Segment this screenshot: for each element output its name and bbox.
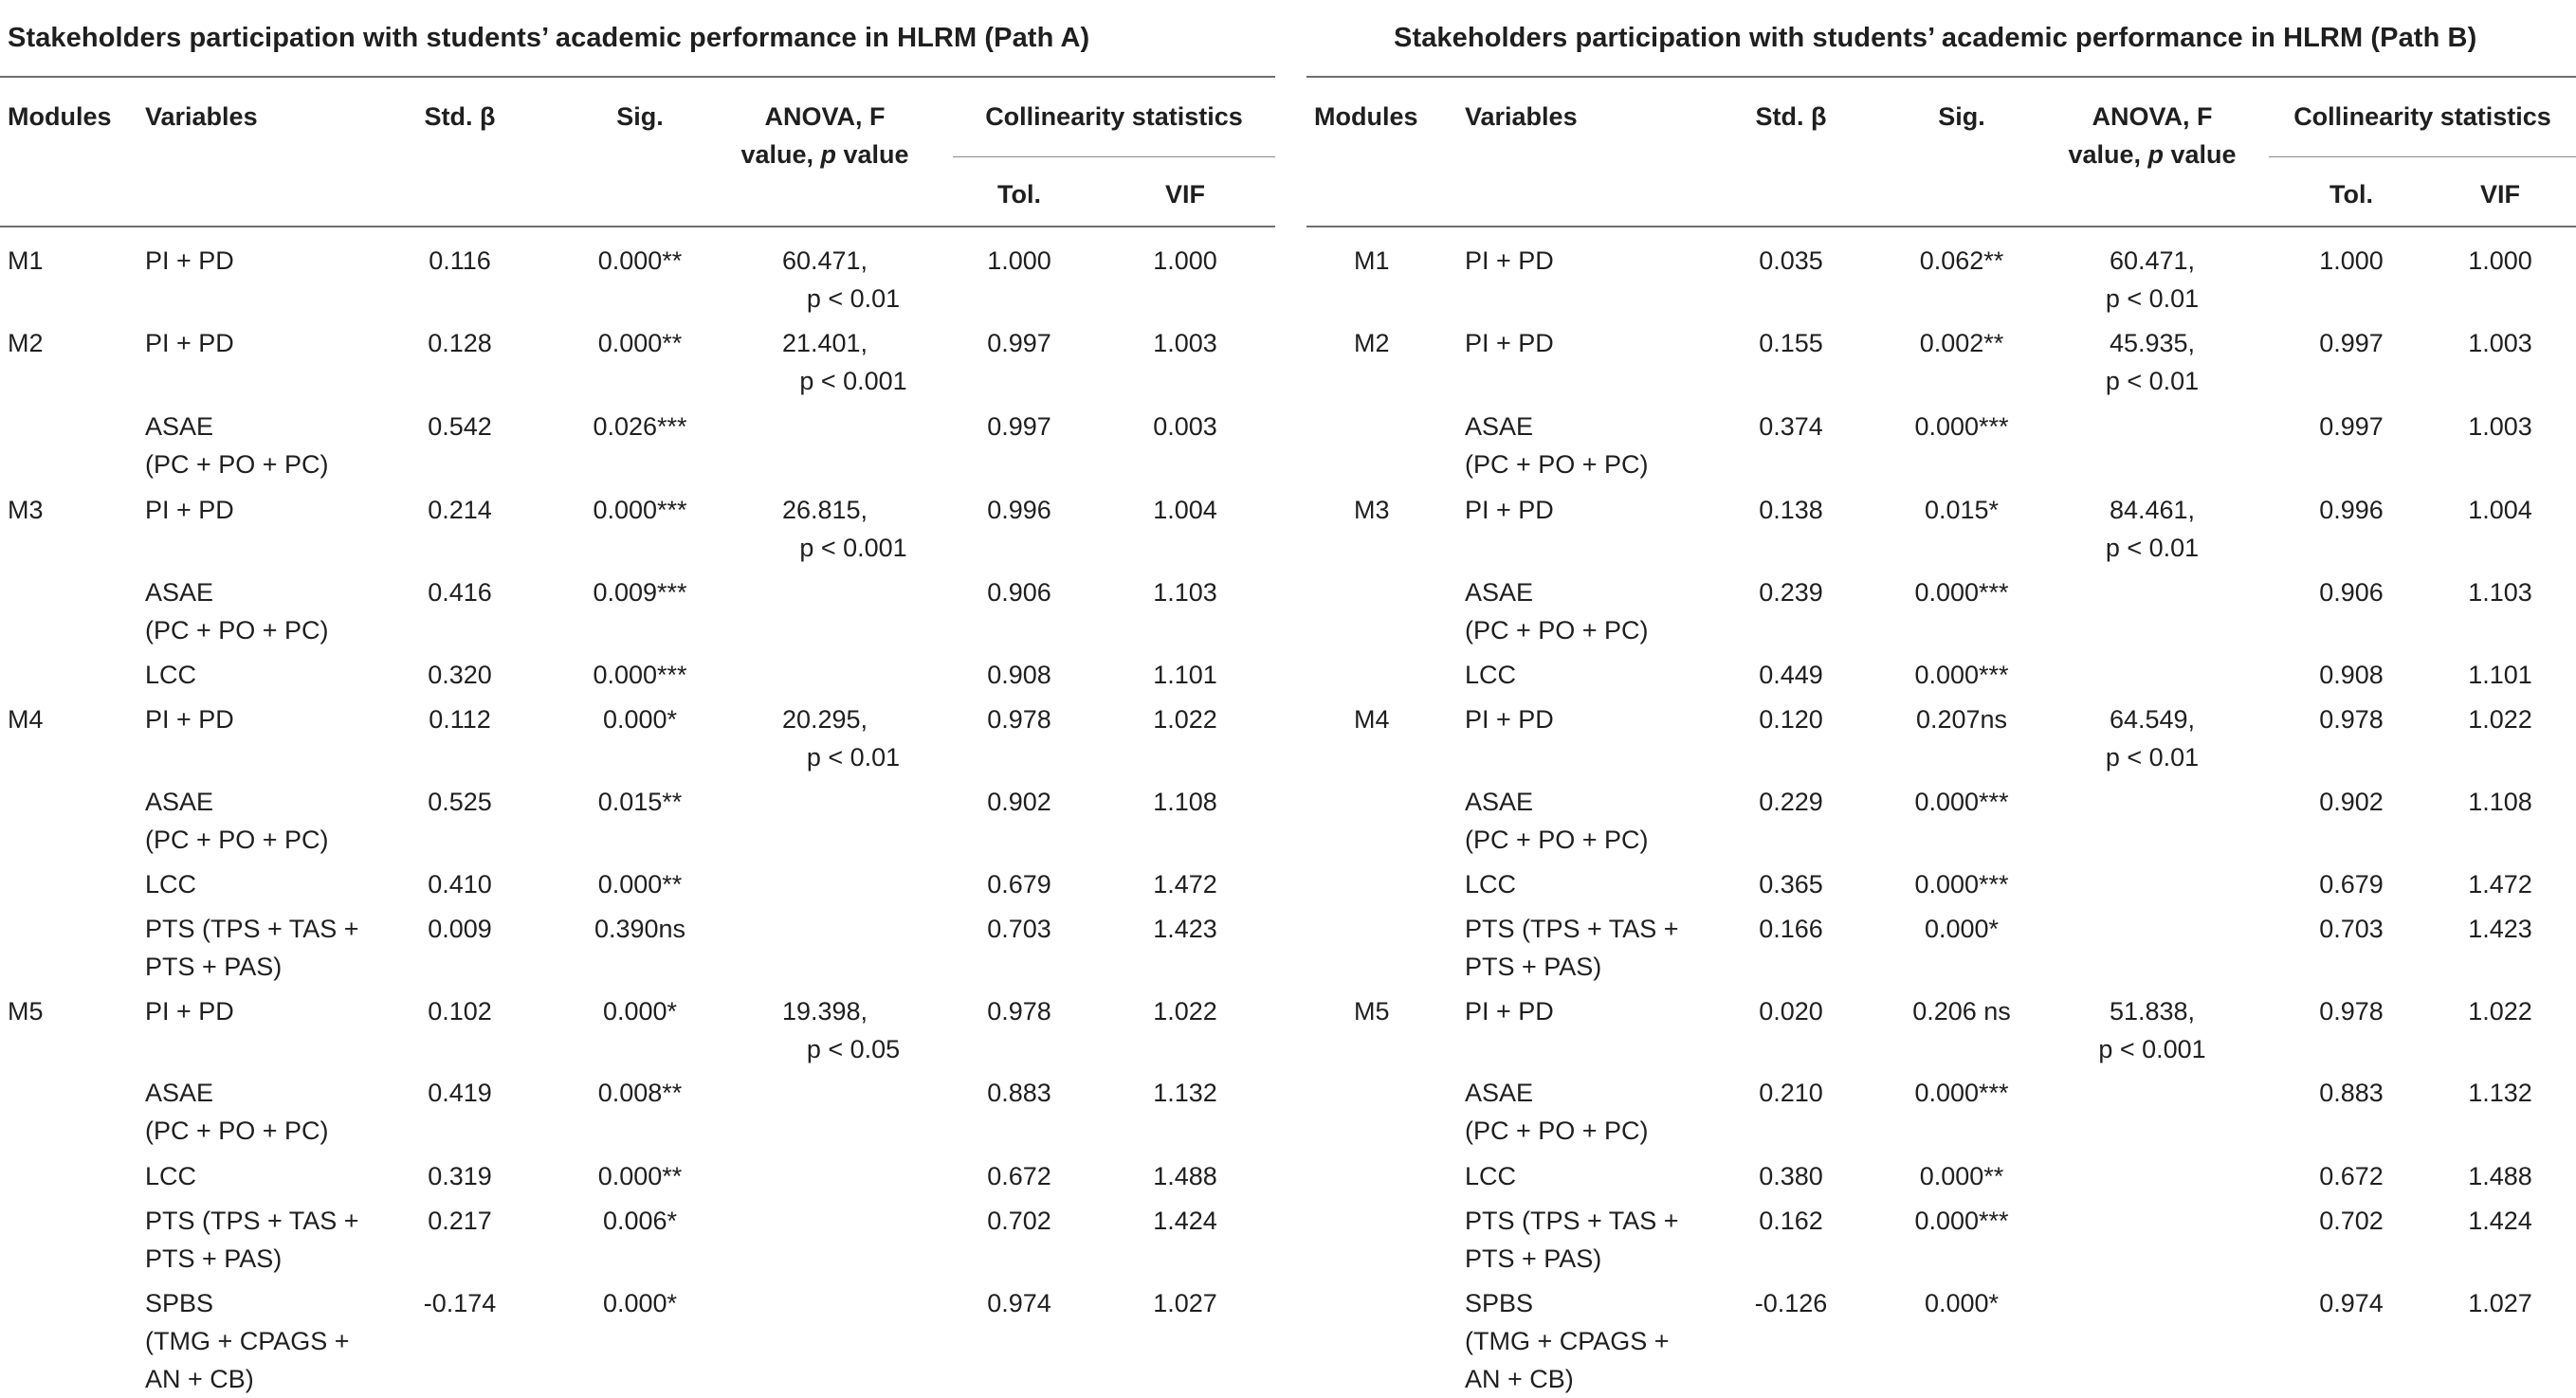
cell-tol: 0.702	[987, 1207, 1051, 1235]
cell-anova-f: 20.295,	[781, 705, 868, 734]
cell-vif: 1.424	[1153, 1207, 1217, 1235]
cell-std-beta: 0.155	[1759, 329, 1823, 357]
cell-anova-p: p < 0.05	[806, 1035, 901, 1063]
cell-variable: PI + PD	[145, 496, 234, 524]
header-std-beta: Std. β	[1755, 102, 1827, 131]
cell-vif: 1.423	[1153, 915, 1217, 943]
cell-sig: 0.207ns	[1915, 705, 2008, 734]
cell-std-beta: 0.217	[428, 1207, 492, 1235]
cell-vif: 1.101	[1153, 661, 1217, 689]
cell-std-beta: 0.035	[1759, 246, 1823, 275]
cell-sig: 0.006*	[602, 1207, 678, 1235]
cell-vif: 1.003	[1153, 329, 1217, 357]
header-sig: Sig.	[616, 102, 664, 131]
cell-vif: 1.003	[2468, 329, 2532, 357]
cell-sig: 0.015**	[597, 788, 683, 816]
cell-variable-cont: PTS + PAS)	[1465, 953, 1602, 981]
cell-tol: 0.672	[987, 1162, 1051, 1190]
cell-variable-cont: PTS + PAS)	[145, 953, 283, 981]
cell-variable: PI + PD	[145, 705, 234, 734]
header-std-beta: Std. β	[424, 102, 496, 131]
cell-vif: 0.003	[1153, 412, 1217, 441]
cell-sig: 0.000***	[593, 496, 687, 524]
cell-std-beta: 0.525	[428, 788, 492, 816]
cell-variable-cont: AN + CB)	[145, 1365, 254, 1393]
cell-module: M3	[8, 496, 44, 524]
cell-std-beta: -0.126	[1754, 1289, 1828, 1317]
cell-module: M1	[1354, 246, 1390, 275]
cell-variable-cont: (PC + PO + PC)	[145, 1117, 329, 1145]
cell-variable: ASAE	[1465, 578, 1534, 607]
cell-tol: 0.902	[987, 788, 1051, 816]
cell-std-beta: 0.365	[1759, 870, 1823, 899]
cell-anova-p: p < 0.01	[2105, 284, 2200, 313]
cell-vif: 1.004	[2468, 496, 2532, 524]
cell-module: M2	[8, 329, 44, 357]
cell-anova-p: p < 0.01	[2105, 743, 2200, 772]
cell-variable: PI + PD	[145, 329, 234, 357]
cell-tol: 0.978	[987, 705, 1051, 734]
cell-std-beta: 0.162	[1759, 1207, 1823, 1235]
cell-anova-f: 21.401,	[781, 329, 868, 357]
cell-std-beta: 0.210	[1759, 1079, 1823, 1107]
cell-std-beta: 0.410	[428, 870, 492, 899]
header-sig: Sig.	[1938, 102, 1985, 131]
cell-variable-cont: PTS + PAS)	[145, 1244, 283, 1273]
cell-vif: 1.423	[2468, 915, 2532, 943]
cell-vif: 1.472	[2468, 870, 2532, 899]
cell-variable: SPBS	[145, 1289, 214, 1317]
cell-std-beta: 0.120	[1759, 705, 1823, 734]
cell-tol: 0.702	[2319, 1207, 2384, 1235]
cell-variable: PTS (TPS + TAS +	[145, 915, 359, 943]
cell-variable: LCC	[145, 1162, 197, 1190]
cell-sig: 0.062**	[1919, 246, 2004, 275]
cell-sig: 0.000***	[1914, 1079, 2009, 1107]
cell-vif: 1.027	[2468, 1289, 2532, 1317]
cell-tol: 0.978	[2319, 997, 2384, 1026]
cell-variable: PI + PD	[1465, 496, 1554, 524]
cell-anova-p: p < 0.001	[799, 367, 907, 395]
cell-variable: ASAE	[145, 788, 214, 816]
header-anova-line1: ANOVA, F	[764, 102, 886, 131]
cell-tol: 0.672	[2319, 1162, 2384, 1190]
cell-vif: 1.027	[1153, 1289, 1217, 1317]
cell-variable: PTS (TPS + TAS +	[1465, 1207, 1679, 1235]
cell-tol: 0.906	[987, 578, 1051, 607]
header-collinearity: Collinearity statistics	[985, 102, 1243, 131]
cell-std-beta: 0.020	[1759, 997, 1823, 1026]
cell-std-beta: 0.009	[428, 915, 492, 943]
cell-sig: 0.206 ns	[1912, 997, 2011, 1026]
cell-sig: 0.000**	[1919, 1162, 2004, 1190]
cell-std-beta: 0.138	[1759, 496, 1823, 524]
cell-std-beta: 0.419	[428, 1079, 492, 1107]
cell-vif: 1.108	[1153, 788, 1217, 816]
cell-tol: 0.997	[987, 329, 1051, 357]
cell-variable: PI + PD	[145, 997, 234, 1026]
cell-module: M2	[1354, 329, 1390, 357]
cell-variable-cont: (PC + PO + PC)	[145, 826, 329, 854]
cell-std-beta: 0.128	[428, 329, 492, 357]
cell-tol: 0.978	[987, 997, 1051, 1026]
cell-sig: 0.000***	[1914, 412, 2009, 441]
cell-tol: 0.908	[987, 661, 1051, 689]
title-rule	[1306, 76, 2576, 78]
cell-variable-cont: (PC + PO + PC)	[1465, 450, 1649, 479]
cell-anova-p: p < 0.001	[799, 534, 907, 562]
cell-sig: 0.000***	[1914, 578, 2009, 607]
cell-vif: 1.103	[2468, 578, 2532, 607]
cell-tol: 0.997	[2319, 329, 2384, 357]
cell-variable-cont: (TMG + CPAGS +	[1465, 1327, 1670, 1355]
cell-variable: PI + PD	[1465, 705, 1554, 734]
cell-std-beta: 0.319	[428, 1162, 492, 1190]
cell-tol: 0.902	[2319, 788, 2384, 816]
cell-vif: 1.022	[1153, 997, 1217, 1026]
cell-tol: 0.997	[987, 412, 1051, 441]
cell-module: M3	[1354, 496, 1390, 524]
cell-variable: ASAE	[145, 578, 214, 607]
cell-anova-f: 60.471,	[781, 246, 868, 275]
cell-tol: 0.679	[987, 870, 1051, 899]
cell-vif: 1.022	[2468, 997, 2532, 1026]
cell-variable: ASAE	[145, 412, 214, 441]
cell-module: M4	[8, 705, 44, 734]
cell-module: M5	[1354, 997, 1390, 1026]
cell-vif: 1.004	[1153, 496, 1217, 524]
cell-variable: PTS (TPS + TAS +	[1465, 915, 1679, 943]
cell-tol: 0.906	[2319, 578, 2384, 607]
cell-variable: LCC	[1465, 1162, 1517, 1190]
title-rule	[0, 76, 1275, 78]
header-collinearity: Collinearity statistics	[2293, 102, 2551, 131]
cell-variable: LCC	[145, 661, 197, 689]
header-modules: Modules	[1314, 102, 1418, 131]
cell-std-beta: 0.102	[428, 997, 492, 1026]
cell-std-beta: 0.449	[1759, 661, 1823, 689]
cell-sig: 0.000***	[1914, 788, 2009, 816]
cell-anova-f: 60.471,	[2109, 246, 2196, 275]
table-title: Stakeholders participation with students’ academic performance in HLRM (Path A)	[8, 23, 1090, 53]
cell-variable: PI + PD	[145, 246, 234, 275]
cell-sig: 0.390ns	[594, 915, 686, 943]
cell-sig: 0.000***	[1914, 1207, 2009, 1235]
cell-sig: 0.000**	[597, 1162, 683, 1190]
header-rule	[0, 226, 1275, 227]
cell-variable: PI + PD	[1465, 246, 1554, 275]
cell-tol: 0.974	[2319, 1289, 2384, 1317]
header-variables: Variables	[145, 102, 258, 131]
cell-tol: 0.908	[2319, 661, 2384, 689]
collinearity-rule	[953, 156, 1275, 157]
cell-anova-f: 51.838,	[2109, 997, 2196, 1026]
cell-std-beta: -0.174	[423, 1289, 497, 1317]
cell-variable: ASAE	[145, 1079, 214, 1107]
header-rule	[1306, 226, 2576, 227]
cell-vif: 1.132	[2468, 1079, 2532, 1107]
cell-variable: LCC	[1465, 661, 1517, 689]
header-anova-line2: value, p value	[2068, 140, 2237, 169]
cell-vif: 1.101	[2468, 661, 2532, 689]
cell-vif: 1.000	[2468, 246, 2532, 275]
cell-sig: 0.000*	[602, 997, 678, 1026]
header-anova-line2: value, p value	[740, 140, 909, 169]
cell-variable-cont: (PC + PO + PC)	[1465, 1117, 1649, 1145]
cell-variable: LCC	[145, 870, 197, 899]
cell-std-beta: 0.320	[428, 661, 492, 689]
cell-anova-f: 19.398,	[781, 997, 868, 1026]
cell-std-beta: 0.239	[1759, 578, 1823, 607]
cell-anova-p: p < 0.001	[2098, 1035, 2206, 1063]
cell-sig: 0.015*	[1924, 496, 2000, 524]
cell-anova-p: p < 0.01	[806, 743, 901, 772]
cell-std-beta: 0.416	[428, 578, 492, 607]
cell-std-beta: 0.374	[1759, 412, 1823, 441]
cell-sig: 0.000**	[597, 329, 683, 357]
header-vif: VIF	[1164, 180, 1205, 209]
cell-tol: 0.883	[987, 1079, 1051, 1107]
header-variables: Variables	[1465, 102, 1578, 131]
cell-anova-f: 64.549,	[2109, 705, 2196, 734]
cell-module: M5	[8, 997, 44, 1026]
cell-variable: ASAE	[1465, 1079, 1534, 1107]
cell-variable-cont: AN + CB)	[1465, 1365, 1574, 1393]
cell-tol: 1.000	[987, 246, 1051, 275]
cell-variable-cont: (PC + PO + PC)	[145, 616, 329, 645]
cell-anova-p: p < 0.01	[2105, 534, 2200, 562]
cell-std-beta: 0.542	[428, 412, 492, 441]
cell-variable: PTS (TPS + TAS +	[145, 1207, 359, 1235]
cell-anova-p: p < 0.01	[806, 284, 901, 313]
cell-sig: 0.000**	[597, 870, 683, 899]
cell-variable: LCC	[1465, 870, 1517, 899]
cell-sig: 0.000**	[597, 246, 683, 275]
cell-variable-cont: (TMG + CPAGS +	[145, 1327, 350, 1355]
cell-tol: 0.996	[987, 496, 1051, 524]
cell-vif: 1.022	[2468, 705, 2532, 734]
cell-vif: 1.103	[1153, 578, 1217, 607]
cell-anova-p: p < 0.01	[2105, 367, 2200, 395]
cell-std-beta: 0.229	[1759, 788, 1823, 816]
cell-vif: 1.488	[1153, 1162, 1217, 1190]
cell-vif: 1.132	[1153, 1079, 1217, 1107]
cell-variable-cont: (PC + PO + PC)	[1465, 616, 1649, 645]
cell-tol: 0.974	[987, 1289, 1051, 1317]
cell-variable: PI + PD	[1465, 997, 1554, 1026]
cell-sig: 0.000***	[1914, 870, 2009, 899]
cell-variable: SPBS	[1465, 1289, 1534, 1317]
cell-tol: 1.000	[2319, 246, 2384, 275]
cell-variable: ASAE	[1465, 412, 1534, 441]
cell-tol: 0.679	[2319, 870, 2384, 899]
cell-vif: 1.022	[1153, 705, 1217, 734]
cell-sig: 0.009***	[593, 578, 687, 607]
cell-vif: 1.488	[2468, 1162, 2532, 1190]
cell-tol: 0.997	[2319, 412, 2384, 441]
header-tol: Tol.	[997, 180, 1041, 209]
cell-std-beta: 0.112	[429, 705, 491, 734]
cell-sig: 0.000*	[602, 705, 678, 734]
cell-variable-cont: (PC + PO + PC)	[1465, 826, 1649, 854]
cell-anova-f: 45.935,	[2109, 329, 2196, 357]
cell-sig: 0.000***	[593, 661, 687, 689]
cell-variable-cont: (PC + PO + PC)	[145, 450, 329, 479]
header-anova-line1: ANOVA, F	[2092, 102, 2213, 131]
cell-variable-cont: PTS + PAS)	[1465, 1244, 1602, 1273]
cell-vif: 1.424	[2468, 1207, 2532, 1235]
cell-module: M1	[8, 246, 44, 275]
cell-tol: 0.996	[2319, 496, 2384, 524]
cell-vif: 1.108	[2468, 788, 2532, 816]
cell-tol: 0.703	[2319, 915, 2384, 943]
cell-variable: ASAE	[1465, 788, 1534, 816]
cell-variable: PI + PD	[1465, 329, 1554, 357]
cell-vif: 1.003	[2468, 412, 2532, 441]
cell-anova-f: 84.461,	[2109, 496, 2196, 524]
cell-std-beta: 0.380	[1759, 1162, 1823, 1190]
cell-std-beta: 0.214	[428, 496, 492, 524]
cell-sig: 0.008**	[597, 1079, 683, 1107]
cell-sig: 0.000*	[1924, 1289, 2000, 1317]
cell-sig: 0.000*	[602, 1289, 678, 1317]
cell-sig: 0.000*	[1924, 915, 2000, 943]
cell-tol: 0.883	[2319, 1079, 2384, 1107]
cell-vif: 1.472	[1153, 870, 1217, 899]
cell-tol: 0.703	[987, 915, 1051, 943]
cell-sig: 0.026***	[593, 412, 687, 441]
table-title: Stakeholders participation with students’ academic performance in HLRM (Path B)	[1394, 23, 2477, 53]
collinearity-rule	[2269, 156, 2576, 157]
cell-vif: 1.000	[1153, 246, 1217, 275]
cell-anova-f: 26.815,	[781, 496, 868, 524]
header-modules: Modules	[8, 102, 112, 131]
cell-std-beta: 0.166	[1759, 915, 1823, 943]
cell-sig: 0.000***	[1914, 661, 2009, 689]
cell-sig: 0.002**	[1919, 329, 2004, 357]
cell-std-beta: 0.116	[429, 246, 491, 275]
cell-module: M4	[1354, 705, 1390, 734]
header-vif: VIF	[2479, 180, 2520, 209]
cell-tol: 0.978	[2319, 705, 2384, 734]
header-tol: Tol.	[2329, 180, 2373, 209]
